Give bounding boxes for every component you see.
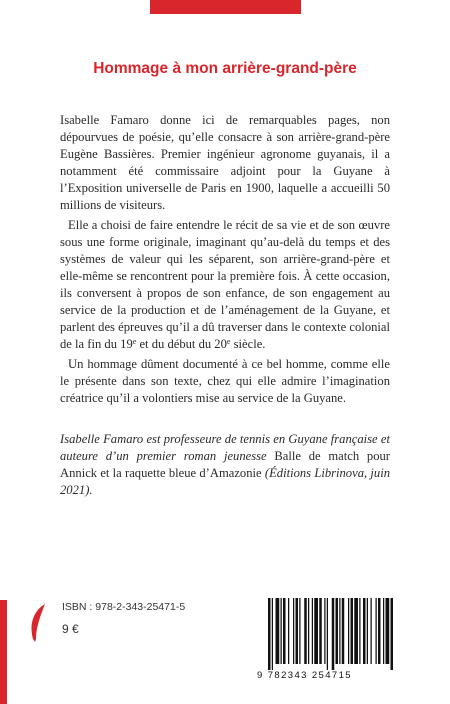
barcode bbox=[262, 594, 394, 678]
bio-book-title: Balle de match pour Annick et la raquette bleue d’Amazonie bbox=[60, 449, 390, 480]
back-cover-summary bbox=[60, 112, 390, 407]
left-accent-bar bbox=[0, 600, 7, 704]
isbn-number: ISBN : 978-2-343-25471-5 bbox=[62, 601, 186, 613]
author-bio bbox=[60, 431, 390, 499]
bio-text-2: (Éditions Librinova, juin 2021). bbox=[60, 466, 390, 497]
barcode-digits: 9 782343 254715 bbox=[257, 670, 352, 681]
top-accent-bar bbox=[150, 0, 301, 14]
bio-text-1: Isabelle Famaro est professeure de tennis en Guyane française et auteure d’un premier roman jeunesse bbox=[60, 432, 390, 463]
summary-paragraph-2: Elle a choisi de faire entendre le récit de sa vie et de son œuvre sous une forme originale, imaginant qu’au-delà du temps et des systèmes de valeur qui les séparent, son arrière-grand-père et elle-même se rencontrent pour la première fois. À cette occasion, ils conversent à propos de son enfance, de son engagement au service de la production et de l’aménagement de la Guyane, et parlent des épreuves qu’il a dû traverser dans le contexte colonial de la fin du 19e et du début du 20e siècle. bbox=[60, 218, 390, 351]
book-title: Hommage à mon arrière-grand-père bbox=[93, 60, 357, 77]
summary-paragraph-1: Isabelle Famaro donne ici de remarquables pages, non dépourvues de poésie, qu’elle consacre à son arrière-grand-père Eugène Bassières. Premier ingénieur agronome guyanais, il a notamment été commissaire adjoint pour la Guyane à l’Exposition universelle de Paris en 1900, laquelle a accueilli 50 millions de visiteurs. bbox=[60, 113, 390, 212]
summary-paragraph-3: Un hommage dûment documenté à ce bel homme, comme elle le présente dans son texte, chez qui elle admire l’imagination créatrice qu’il a volontiers mise au service de la Guyane. bbox=[60, 357, 390, 405]
feather-icon bbox=[27, 603, 49, 643]
price-label: 9 € bbox=[62, 622, 79, 636]
